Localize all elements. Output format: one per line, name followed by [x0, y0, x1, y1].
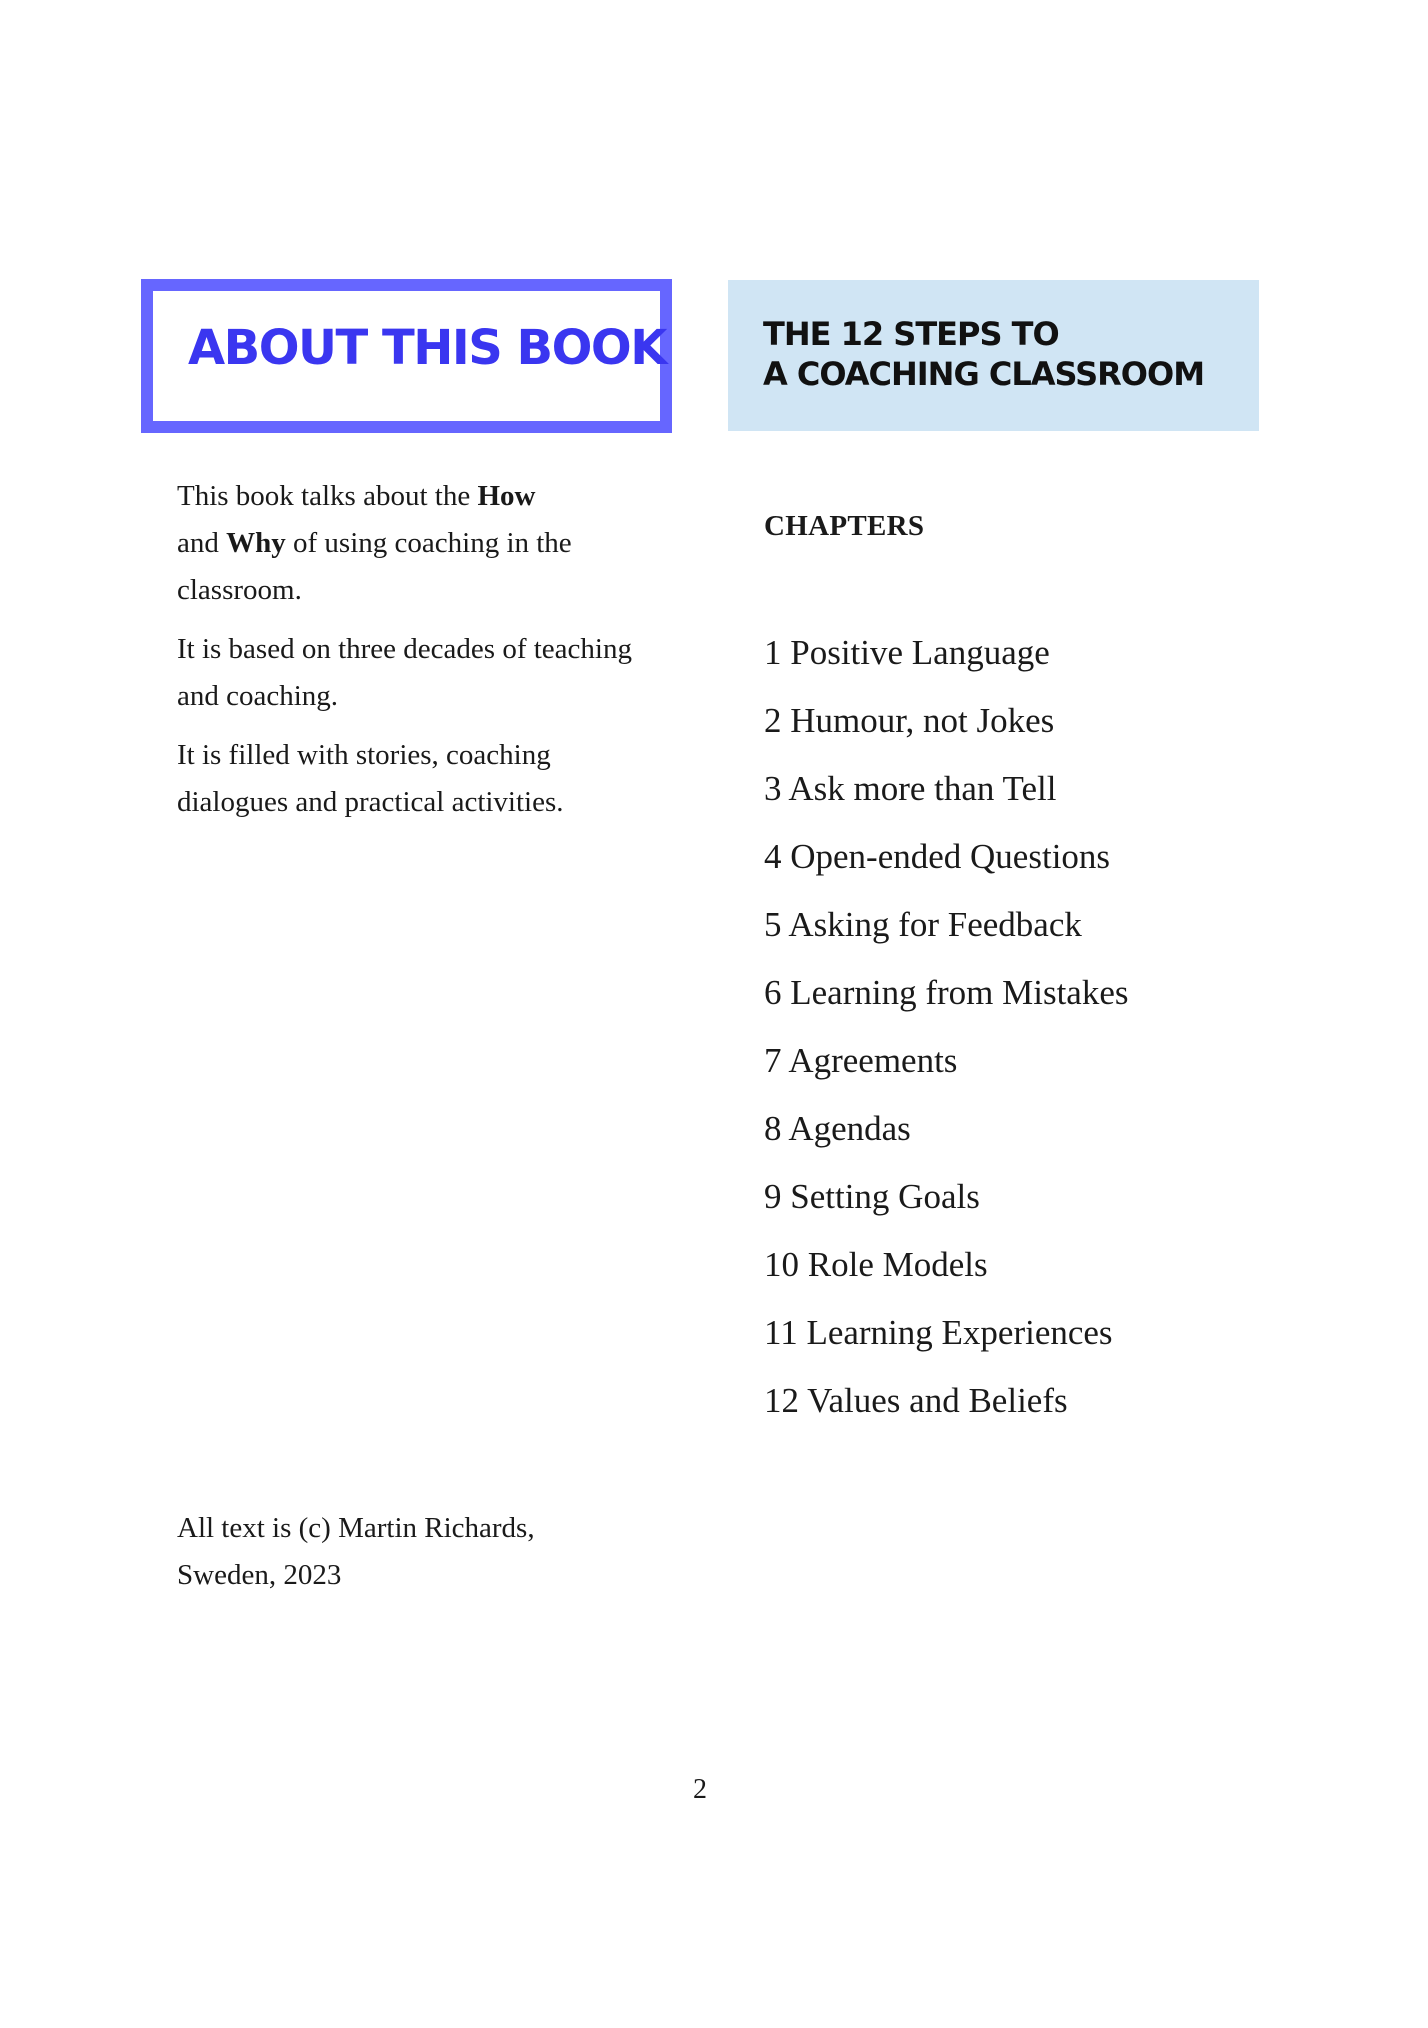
chapter-item: 10 Role Models [764, 1245, 988, 1284]
about-paragraph-3: It is filled with stories, coaching dialogues and practical activities. [177, 739, 564, 818]
chapter-item: 12 Values and Beliefs [764, 1381, 1068, 1420]
chapter-item: 3 Ask more than Tell [764, 769, 1057, 808]
chapter-item: 7 Agreements [764, 1041, 958, 1080]
steps-title-line1: THE 12 STEPS TO [763, 315, 1059, 353]
about-paragraph-1 [177, 473, 647, 614]
copyright-line-1: All text is (c) Martin Richards, [177, 1512, 535, 1544]
about-title: ABOUT THIS BOOK [188, 320, 666, 376]
chapter-item: 8 Agendas [764, 1109, 911, 1148]
about-p1-text-3: of using coaching in the classroom. [177, 527, 572, 606]
chapter-item: 11 Learning Experiences [764, 1313, 1113, 1352]
chapter-item: 1 Positive Language [764, 633, 1050, 672]
page-number: 2 [693, 1774, 707, 1805]
about-p1-bold-how: How [477, 480, 536, 512]
steps-title [763, 314, 1204, 394]
about-p1-text-2: and [177, 527, 227, 559]
chapter-item: 5 Asking for Feedback [764, 905, 1082, 944]
copyright-line-2: Sweden, 2023 [177, 1559, 342, 1591]
chapter-item: 9 Setting Goals [764, 1177, 980, 1216]
steps-title-line2: A COACHING CLASSROOM [763, 355, 1205, 393]
copyright-notice [177, 1505, 647, 1599]
about-paragraph-2: It is based on three decades of teaching and coaching. [177, 633, 632, 712]
chapter-item: 6 Learning from Mistakes [764, 973, 1129, 1012]
about-p1-text-1: This book talks about the [177, 480, 478, 512]
chapter-item: 4 Open-ended Questions [764, 837, 1111, 876]
chapters-heading: CHAPTERS [764, 510, 925, 542]
chapter-item: 2 Humour, not Jokes [764, 701, 1055, 740]
about-description [177, 473, 647, 838]
chapter-list [764, 623, 1129, 1439]
about-p1-bold-why: Why [226, 527, 286, 559]
